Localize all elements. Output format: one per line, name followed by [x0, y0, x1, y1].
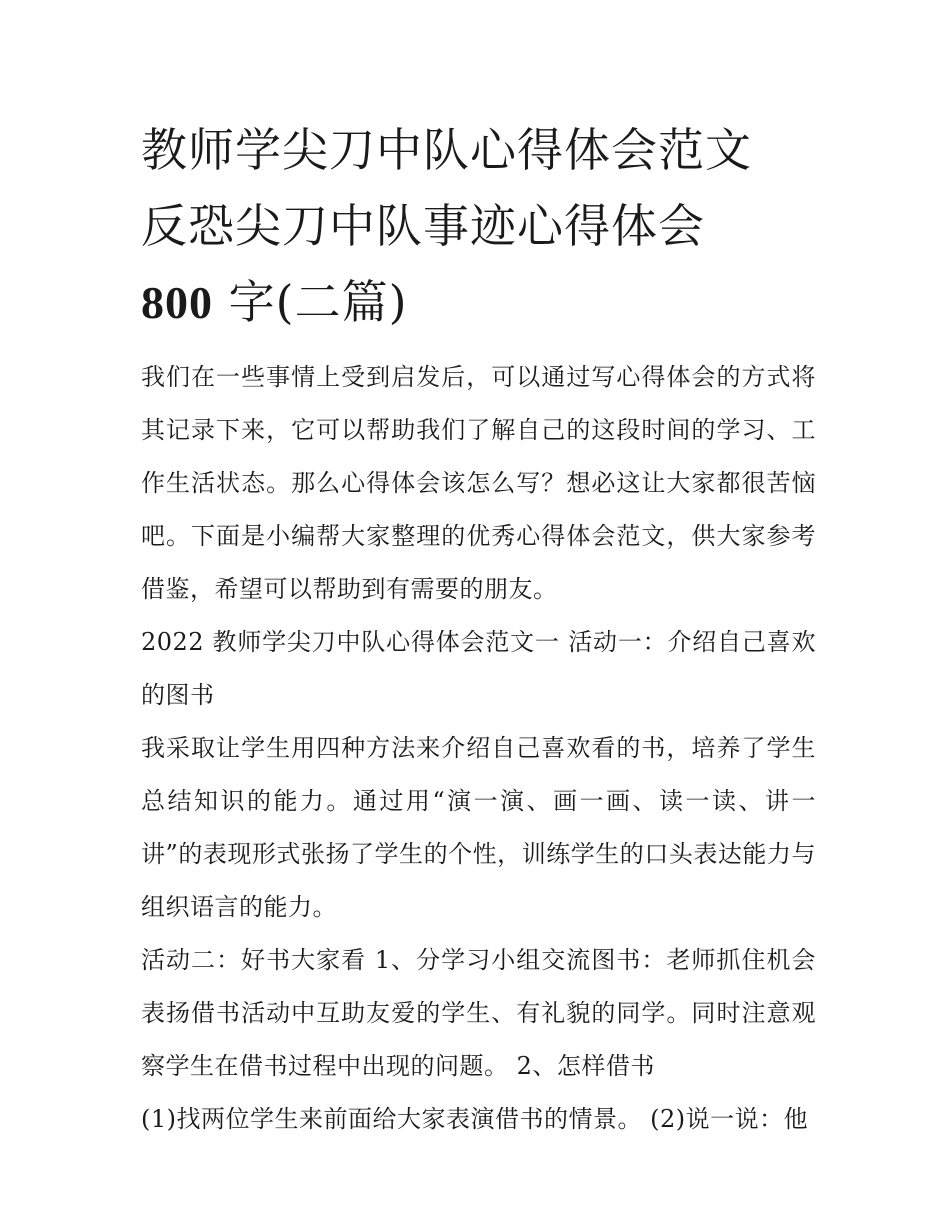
paragraph-section-heading: 2022 教师学尖刀中队心得体会范文一 活动一：介绍自己喜欢的图书 [141, 628, 816, 709]
paragraph-activity-one: 我采取让学生用四种方法来介绍自己喜欢看的书，培养了学生总结知识的能力。通过用“演一演、画一画、读一读、讲一讲”的表现形式张扬了学生的个性，训练学生的口头表达能力与组织语言的能力。 [141, 734, 816, 921]
paragraph-steps: (1)找两位学生来前面给大家表演借书的情景。 (2)说一说：他 [141, 1105, 809, 1133]
document-title [141, 112, 816, 341]
paragraph-intro: 我们在一些事情上受到启发后，可以通过写心得体会的方式将其记录下来，它可以帮助我们了解自己的这段时间的学习、工作生活状态。那么心得体会该怎么写？想必这让大家都很苦恼吧。下面是小编帮大家整理的优秀心得体会范文，供大家参考借鉴，希望可以帮助到有需要的朋友。 [141, 363, 816, 603]
title-line-2: 反恐尖刀中队事迹心得体会 [141, 199, 705, 253]
document-content [141, 112, 816, 1146]
paragraph-activity-two: 活动二：好书大家看 1、分学习小组交流图书：老师抓住机会表扬借书活动中互助友爱的学生、有礼貌的同学。同时注意观察学生在借书过程中出现的问题。 2、怎样借书 [141, 946, 816, 1080]
title-line-3 [141, 264, 816, 341]
title-word-count: 800 [141, 277, 213, 328]
title-line-1: 教师学尖刀中队心得体会范文 [141, 123, 752, 177]
title-suffix: 字(二篇) [228, 275, 408, 329]
document-body [141, 351, 816, 1146]
